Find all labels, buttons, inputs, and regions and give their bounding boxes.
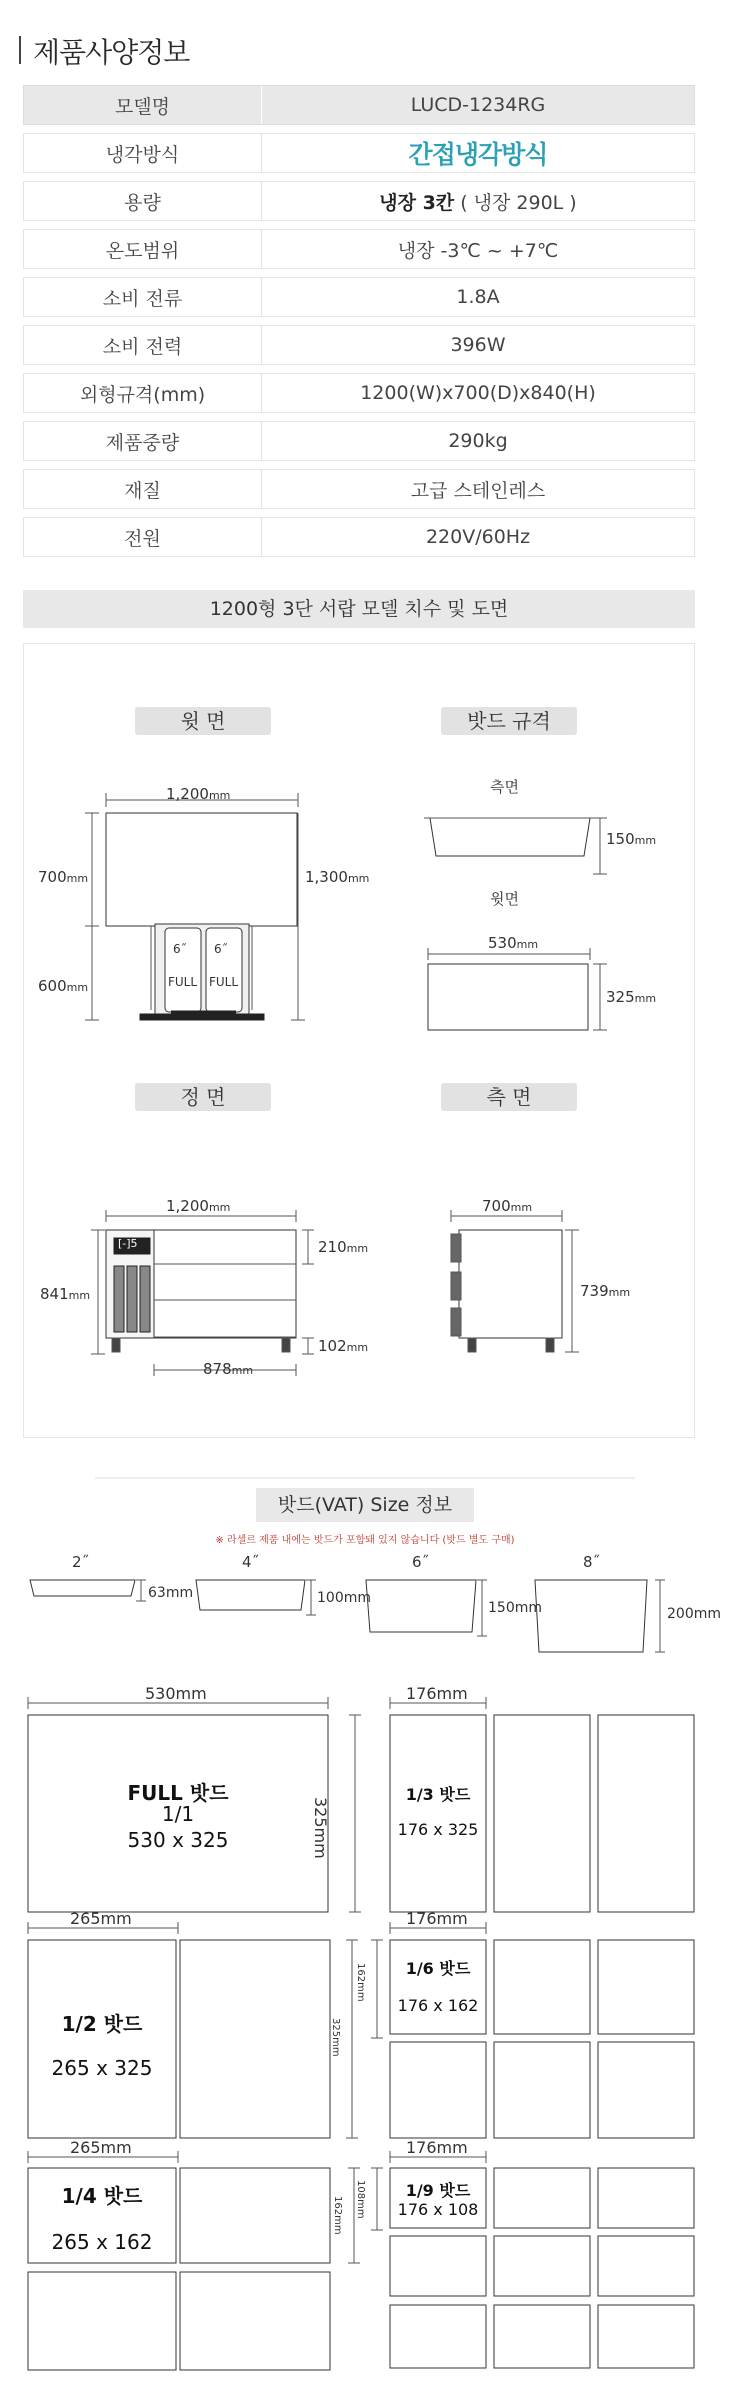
page-title: 제품사양정보 [33, 36, 190, 69]
ninth-pan-size: 176 x 108 [397, 2200, 479, 2219]
dim-530-label: 530mm [145, 1684, 207, 1703]
spec-value-highlight: 간접냉각방식 [408, 140, 548, 169]
quarter-pan-name: 1/4 밧드 [61, 2184, 143, 2208]
depth-label-4: 4˝ [242, 1553, 260, 1571]
spec-label: 용량 [24, 182, 262, 220]
dim-600: 600mm [38, 977, 89, 995]
spec-value: 290kg [448, 430, 508, 452]
dim-739: 739mm [580, 1282, 631, 1300]
pan-top-label: 윗면 [490, 890, 519, 908]
spec-label: 냉각방식 [24, 134, 262, 172]
dim-265-label-1: 265mm [70, 1909, 132, 1928]
spec-value: 고급 스테인레스 [410, 479, 546, 502]
pan-full-right: FULL [209, 975, 239, 989]
spec-label: 전원 [24, 518, 262, 556]
front-view-tag: 정 면 [135, 1083, 271, 1111]
third-pan-name: 1/3 밧드 [405, 1785, 471, 1804]
spec-label: 재질 [24, 470, 262, 508]
depth-label-2: 2˝ [72, 1553, 90, 1571]
dim-176-label-2: 176mm [406, 1909, 468, 1928]
spec-label: 외형규격(mm) [24, 374, 262, 412]
spec-value: 220V/60Hz [425, 526, 531, 548]
full-pan-name: FULL 밧드 [127, 1781, 229, 1805]
depth-dim-6: 150mm [488, 1600, 542, 1616]
full-pan-size: 530 x 325 [127, 1828, 229, 1852]
dim-150: 150mm [606, 830, 657, 848]
dim-210: 210mm [318, 1238, 369, 1256]
dim-325-vertical: 325mm [311, 1797, 330, 1859]
spec-label: 소비 전력 [24, 326, 262, 364]
dim-side-700: 700mm [482, 1197, 533, 1215]
half-pan-size: 265 x 325 [51, 2056, 153, 2080]
pan-size-right: 6˝ [214, 942, 228, 956]
dim-530: 530mm [488, 934, 539, 952]
dim-325: 325mm [606, 988, 657, 1006]
dim-width-top: 1,200mm [166, 785, 231, 803]
dim-176-label-3: 176mm [406, 2138, 468, 2157]
vat-notice: ※ 라셀르 제품 내에는 밧드가 포함돼 있지 않습니다 (밧드 별도 구매) [215, 1535, 515, 1546]
control-display: [-]5 [118, 1237, 138, 1250]
pan-size-left: 6˝ [173, 942, 187, 956]
full-pan-fraction: 1/1 [161, 1802, 195, 1826]
pan-spec-tag: 밧드 규격 [441, 707, 577, 735]
depth-label-8: 8˝ [583, 1553, 601, 1571]
third-pan-size: 176 x 325 [397, 1820, 479, 1839]
depth-label-6: 6˝ [412, 1553, 430, 1571]
spec-value: 1200(W)x700(D)x840(H) [360, 382, 596, 404]
dim-front-width: 1,200mm [166, 1197, 231, 1215]
top-view-tag: 윗 면 [135, 707, 271, 735]
spec-label: 제품중량 [24, 422, 262, 460]
spec-value: 396W [450, 334, 506, 356]
depth-dim-2: 63mm [148, 1585, 194, 1601]
drawing-section-title: 1200형 3단 서랍 모델 치수 및 도면 [23, 590, 695, 628]
side-view-tag: 측 면 [441, 1083, 577, 1111]
spec-label: 소비 전류 [24, 278, 262, 316]
sixth-pan-size: 176 x 162 [397, 1996, 479, 2015]
spec-label: 모델명 [24, 86, 262, 124]
depth-dim-4: 100mm [317, 1590, 371, 1606]
dim-102: 102mm [318, 1337, 369, 1355]
sixth-pan-name: 1/6 밧드 [405, 1959, 471, 1978]
dim-1300: 1,300mm [305, 868, 370, 886]
depth-dim-8: 200mm [667, 1606, 721, 1622]
quarter-pan-size: 265 x 162 [51, 2230, 153, 2254]
dim-108-small: 108mm [355, 2180, 366, 2219]
vat-section-title: 밧드(VAT) Size 정보 [256, 1488, 474, 1522]
spec-value-bold: 냉장 3칸 [379, 191, 455, 214]
spec-label: 온도범위 [24, 230, 262, 268]
spec-value: 냉장 -3℃ ~ +7℃ [397, 239, 559, 262]
dim-depth-top: 700mm [38, 868, 89, 886]
pan-side-label: 측면 [490, 778, 519, 796]
dim-325-small: 325mm [330, 2018, 341, 2057]
dim-265-label-2: 265mm [70, 2138, 132, 2157]
dim-841: 841mm [40, 1285, 91, 1303]
spec-value: LUCD-1234RG [410, 94, 546, 116]
spec-value: ( 냉장 290L ) [460, 191, 577, 214]
pan-full-left: FULL [168, 975, 198, 989]
ninth-pan-name: 1/9 밧드 [405, 2181, 471, 2200]
dim-878: 878mm [203, 1360, 254, 1378]
dim-176-label-1: 176mm [406, 1684, 468, 1703]
dim-162-small: 162mm [355, 1963, 366, 2002]
spec-value: 1.8A [456, 286, 500, 308]
dim-162-vertical: 162mm [332, 2196, 343, 2235]
half-pan-name: 1/2 밧드 [61, 2012, 143, 2036]
